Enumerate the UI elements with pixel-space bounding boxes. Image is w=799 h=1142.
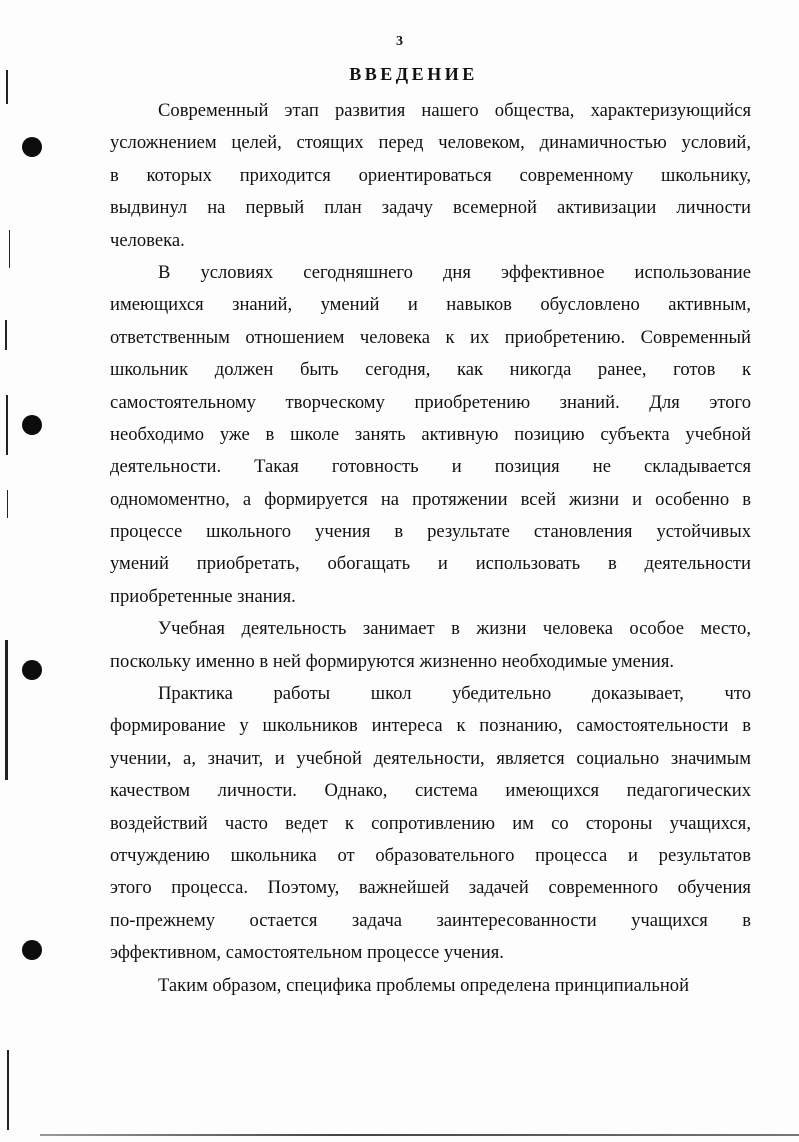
text-line: выдвинул на первый план задачу всемерной активизации личности — [110, 197, 751, 219]
text-line: эффективном, самостоятельном процессе учения. — [110, 942, 504, 964]
scan-edge-line — [7, 490, 8, 518]
text-line: человека. — [110, 229, 185, 251]
text-line: в которых приходится ориентироваться современному школьнику, — [110, 164, 751, 186]
text-line: умений приобретать, обогащать и использовать в деятельности — [110, 553, 751, 575]
paragraph — [110, 257, 751, 613]
text-line: школьник должен быть сегодня, как никогда ранее, готов к — [110, 359, 751, 381]
punch-hole-mark — [22, 660, 42, 680]
text-line: приобретенные знания. — [110, 585, 296, 607]
scan-edge-line — [5, 640, 8, 780]
paragraph — [110, 970, 751, 1002]
punch-hole-mark — [22, 415, 42, 435]
text-line: усложнением целей, стоящих перед человеком, динамичностью условий, — [110, 132, 751, 154]
text-line: Таким образом, специфика проблемы определена принципиальной — [158, 974, 690, 996]
text-line: поскольку именно в ней формируются жизненно необходимые умения. — [110, 650, 675, 672]
paragraph — [110, 95, 751, 257]
page-number: 3 — [396, 34, 403, 49]
text-line: необходимо уже в школе занять активную позицию субъекта учебной — [110, 423, 751, 445]
text-line: отчуждению школьника от образовательного процесса и результатов — [110, 844, 751, 866]
text-line: качеством личности. Однако, система имеющихся педагогических — [110, 780, 751, 802]
text-line: одномоментно, а формируется на протяжении всей жизни и особенно в — [110, 488, 751, 510]
text-line: по-прежнему остается задача заинтересованности учащихся в — [110, 909, 751, 931]
paragraph — [110, 678, 751, 970]
text-line: Современный этап развития нашего общества, характеризующийся — [158, 100, 751, 121]
punch-hole-mark — [22, 940, 42, 960]
punch-hole-mark — [22, 137, 42, 157]
scan-edge-line — [9, 230, 10, 268]
text-line: В условиях сегодняшнего дня эффективное использование — [158, 261, 751, 283]
text-line: Практика работы школ убедительно доказывает, что — [158, 683, 751, 705]
text-line: самостоятельному творческому приобретению знаний. Для этого — [110, 391, 751, 413]
text-line: процессе школьного учения в результате становления устойчивых — [110, 521, 751, 543]
text-line: ответственным отношением человека к их приобретению. Современный — [110, 326, 751, 348]
section-heading: ВВЕДЕНИЕ — [349, 64, 478, 84]
text-line: имеющихся знаний, умений и навыков обусловлено активным, — [110, 294, 751, 316]
text-line: деятельности. Такая готовность и позиция не складывается — [110, 456, 751, 478]
text-line: учении, а, значит, и учебной деятельности, является социально значимым — [110, 747, 751, 769]
text-line: формирование у школьников интереса к познанию, самостоятельности в — [110, 715, 751, 737]
scan-edge-line — [6, 395, 8, 455]
paragraph — [110, 613, 751, 678]
scan-edge-line — [5, 320, 7, 350]
text-line: воздействий часто ведет к сопротивлению им со стороны учащихся, — [110, 812, 751, 834]
text-line: этого процесса. Поэтому, важнейшей задачей современного обучения — [110, 877, 751, 899]
body-text — [110, 95, 751, 1002]
text-line: Учебная деятельность занимает в жизни человека особое место, — [158, 618, 751, 640]
scan-edge-line — [7, 1050, 9, 1130]
scan-bottom-edge — [40, 1134, 799, 1136]
